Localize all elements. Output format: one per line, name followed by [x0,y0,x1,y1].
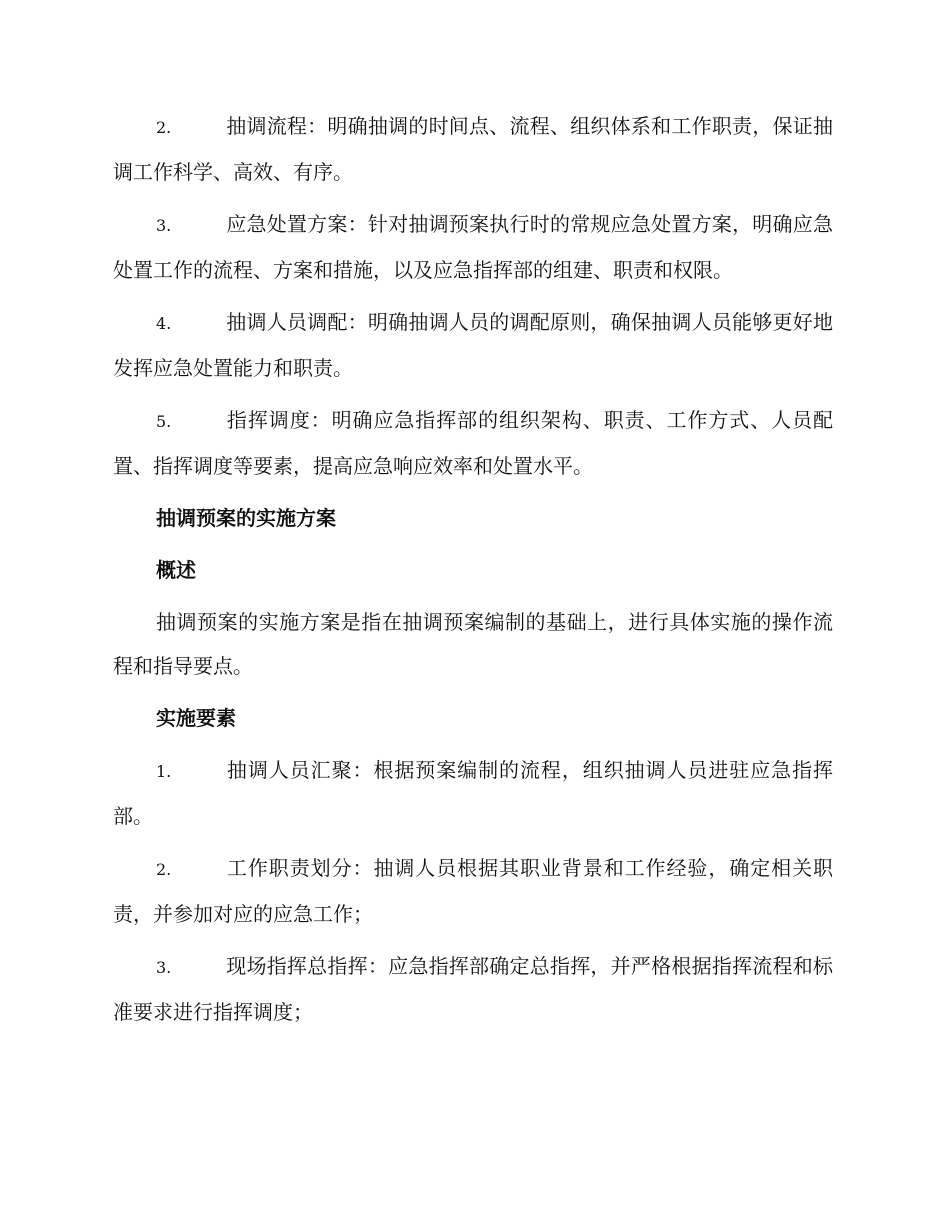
section-heading: 抽调预案的实施方案 [156,506,336,530]
overview-heading: 概述 [156,558,196,582]
list-item-text: 抽调人员汇聚：根据预案编制的流程，组织抽调人员进驻应急指挥部。 [113,758,833,828]
list-number: 5. [156,412,172,431]
list-item-text: 指挥调度：明确应急指挥部的组织架构、职责、工作方式、人员配置、指挥调度等要素，提高应急响应效率和处置水平。 [113,408,833,478]
list-item [113,748,833,838]
list-item-text: 现场指挥总指挥：应急指挥部确定总指挥，并严格根据指挥流程和标准要求进行指挥调度； [113,954,833,1024]
list-item-text: 抽调流程：明确抽调的时间点、流程、组织体系和工作职责，保证抽调工作科学、高效、有序。 [113,114,833,184]
list-number: 2. [156,860,172,879]
list-item [113,300,833,390]
list-item-text: 应急处置方案：针对抽调预案执行时的常规应急处置方案，明确应急处置工作的流程、方案和措施，以及应急指挥部的组建、职责和权限。 [113,212,833,282]
list-number: 3. [156,958,172,977]
list-number: 4. [156,314,172,333]
overview-paragraph: 抽调预案的实施方案是指在抽调预案编制的基础上，进行具体实施的操作流程和指导要点。 [113,610,833,678]
list-item [113,944,833,1034]
list-item-text: 工作职责划分：抽调人员根据其职业背景和工作经验，确定相关职责，并参加对应的应急工作； [113,856,833,926]
document-body [113,104,833,1042]
list-number: 1. [156,762,172,781]
list-item [113,104,833,194]
list-number: 3. [156,216,172,235]
list-number: 2. [156,118,172,137]
list-item [113,398,833,488]
list-item-text: 抽调人员调配：明确抽调人员的调配原则，确保抽调人员能够更好地发挥应急处置能力和职责。 [113,310,833,380]
list-item [113,202,833,292]
elements-heading: 实施要素 [156,706,236,730]
list-item [113,846,833,936]
